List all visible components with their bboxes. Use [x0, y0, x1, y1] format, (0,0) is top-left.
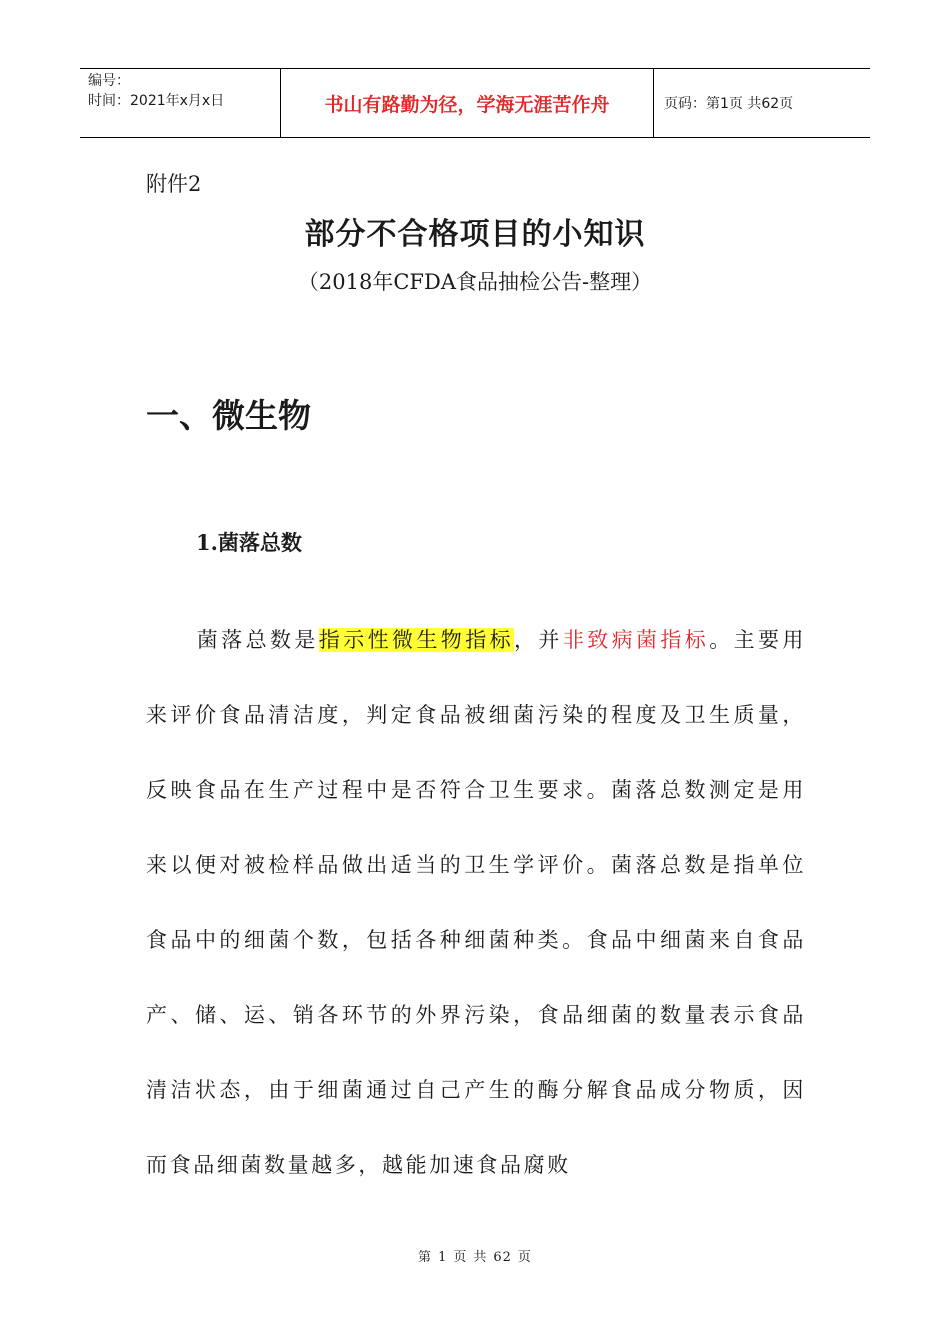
- footer-page-unit: 页: [453, 1250, 468, 1265]
- time-label: 时间：2021年x月x日: [88, 93, 225, 109]
- header-meta: [80, 69, 281, 137]
- document-subtitle: （2018年CFDA食品抽检公告-整理）: [297, 270, 653, 294]
- footer-total-unit: 页: [517, 1250, 532, 1265]
- document-title: 部分不合格项目的小知识: [304, 217, 646, 252]
- footer-total-word: 共: [473, 1250, 488, 1265]
- footer-page-word: 第: [418, 1250, 433, 1265]
- attachment-label: 附件2: [146, 172, 202, 196]
- serial-label: 编号：: [88, 73, 130, 89]
- highlight-nonpathogenic-text: 非致病菌指标: [562, 628, 710, 652]
- page-footer: [0, 1246, 950, 1265]
- highlight-indicator-text: 指示性微生物指标: [318, 628, 514, 652]
- para-text-3: 。主要用来评价食品清洁度，判定食品被细菌污染的程度及卫生质量，反映食品在生产过程中是否符合卫生要求。菌落总数测定是用来以便对被检样品做出适当的卫生学评价。菌落总数是指单位食品中的细菌个数，包括各种细菌种类。食品中细菌来自食品产、储、运、销各环节的外界污染，食品细菌的数量表示食品清洁状态，由于细菌通过自己产生的酶分解食品成分物质，因而食品细菌数量越多，越能加速食品腐败: [146, 628, 807, 1177]
- para-text-1: 菌落总数是: [196, 628, 319, 652]
- footer-total-num: 62: [493, 1250, 512, 1265]
- subsection-heading: 1.菌落总数: [196, 530, 302, 555]
- footer-page-num: 1: [438, 1250, 448, 1265]
- header-page-info: 页码：第1页 共62页: [664, 96, 794, 112]
- body-paragraph: [146, 603, 806, 1203]
- para-text-2: ，并: [514, 628, 563, 652]
- document-header: [80, 68, 870, 138]
- header-motto: 书山有路勤为径，学海无涯苦作舟: [281, 69, 654, 137]
- section-heading: 一、微生物: [146, 396, 311, 435]
